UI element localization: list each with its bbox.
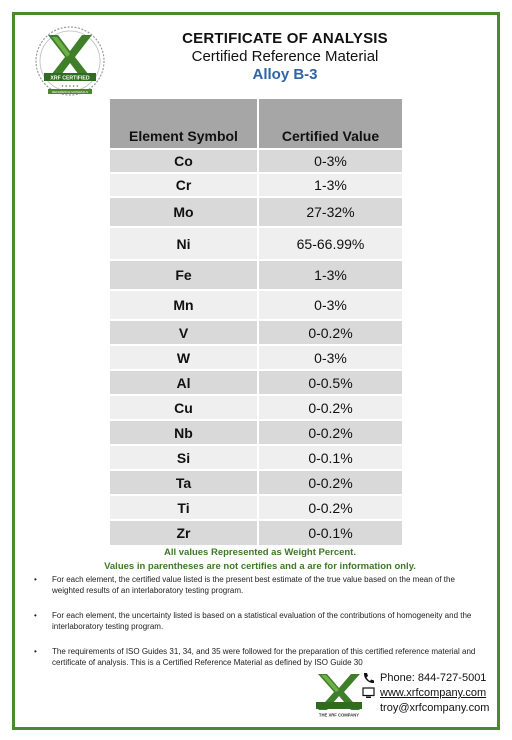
- table-row: [110, 290, 402, 320]
- svg-text:THE XRF COMPANY: THE XRF COMPANY: [318, 712, 360, 718]
- contact-info: [360, 671, 490, 716]
- element-symbol: Mn: [110, 290, 258, 320]
- certified-value: 0-0.2%: [258, 395, 402, 420]
- certified-value: 0-0.2%: [258, 420, 402, 445]
- certified-value: 65-66.99%: [258, 227, 402, 260]
- website-link[interactable]: www.xrfcompany.com: [380, 687, 487, 699]
- table-row: [110, 345, 402, 370]
- certified-value: 0-3%: [258, 345, 402, 370]
- element-symbol: Co: [110, 149, 258, 173]
- element-symbol: Cr: [110, 173, 258, 197]
- phone-line: [360, 671, 490, 686]
- table-header-row: [110, 99, 402, 149]
- element-symbol: Mo: [110, 197, 258, 227]
- table-row: [110, 395, 402, 420]
- table-row: [110, 445, 402, 470]
- svg-text:REFERENCE MATERIALS: REFERENCE MATERIALS: [51, 89, 89, 94]
- element-symbol: V: [110, 320, 258, 345]
- column-header-element: Element Symbol: [110, 99, 258, 149]
- phone-number: Phone: 844-727-5001: [380, 672, 487, 684]
- document-header: [150, 30, 420, 83]
- element-symbol: Nb: [110, 420, 258, 445]
- email-address[interactable]: troy@xrfcompany.com: [380, 702, 490, 714]
- element-symbol: Ti: [110, 495, 258, 520]
- certified-value: 0-3%: [258, 149, 402, 173]
- bullet-dot-icon: •: [34, 647, 37, 656]
- element-symbol: Fe: [110, 260, 258, 290]
- certified-value: 0-0.2%: [258, 495, 402, 520]
- certified-value: 1-3%: [258, 173, 402, 197]
- xrf-company-logo: [314, 672, 364, 718]
- table-row: [110, 227, 402, 260]
- document-title: CERTIFICATE OF ANALYSIS: [182, 30, 388, 47]
- element-symbol: Ta: [110, 470, 258, 495]
- svg-text:XRF CERTIFIED: XRF CERTIFIED: [50, 75, 90, 82]
- bullet-text: The requirements of ISO Guides 31, 34, and 35 were followed for the preparation of this certified reference material and certificate of analysis. This is a Certified Reference Material as defined by ISO Guide 30: [52, 647, 476, 667]
- certified-value: 0-0.2%: [258, 470, 402, 495]
- element-symbol: Al: [110, 370, 258, 395]
- bullet-text: For each element, the uncertainty listed is based on a statistical evaluation of the contributions of homogeneity and the interlaboratory testing program.: [52, 611, 472, 631]
- svg-text:★ ★ ★ ★ ★: ★ ★ ★ ★ ★: [61, 84, 79, 88]
- table-row: [110, 197, 402, 227]
- xrf-certified-seal-logo: [34, 25, 106, 97]
- bullet-dot-icon: •: [34, 575, 37, 584]
- bullet-text: For each element, the certified value listed is the present best estimate of the true value based on the mean of the weighted results of an interlaboratory testing program.: [52, 575, 455, 595]
- certified-values-table: [110, 99, 402, 545]
- element-symbol: W: [110, 345, 258, 370]
- table-row: [110, 149, 402, 173]
- table-row: [110, 470, 402, 495]
- certified-value: 1-3%: [258, 260, 402, 290]
- table-row: [110, 320, 402, 345]
- phone-icon: [362, 672, 375, 684]
- table-row: [110, 173, 402, 197]
- certified-value: 27-32%: [258, 197, 402, 227]
- certified-value: 0-0.1%: [258, 445, 402, 470]
- document-subtitle: Certified Reference Material: [191, 48, 379, 65]
- explanatory-bullets: [34, 574, 486, 682]
- bullet-dot-icon: •: [34, 611, 37, 620]
- weight-percent-notes: [100, 546, 420, 574]
- bullet-item: [34, 574, 486, 596]
- email-line: [360, 701, 490, 716]
- table-row: [110, 420, 402, 445]
- element-symbol: Ni: [110, 227, 258, 260]
- certified-value: 0-0.5%: [258, 370, 402, 395]
- website-line: [360, 686, 490, 701]
- note-line-1: All values Represented as Weight Percent.: [163, 547, 356, 558]
- alloy-name: Alloy B-3: [252, 66, 318, 83]
- element-symbol: Si: [110, 445, 258, 470]
- computer-icon: [362, 687, 375, 699]
- note-line-2: Values in parentheses are not certifies and a are for information only.: [104, 561, 416, 572]
- bullet-item: [34, 646, 486, 668]
- table-row: [110, 260, 402, 290]
- table-row: [110, 370, 402, 395]
- element-symbol: Cu: [110, 395, 258, 420]
- certified-value: 0-0.2%: [258, 320, 402, 345]
- element-symbol: Zr: [110, 520, 258, 545]
- certified-value: 0-0.1%: [258, 520, 402, 545]
- bullet-item: [34, 610, 486, 632]
- table-row: [110, 495, 402, 520]
- certified-value: 0-3%: [258, 290, 402, 320]
- table-row: [110, 520, 402, 545]
- column-header-value: Certified Value: [258, 99, 402, 149]
